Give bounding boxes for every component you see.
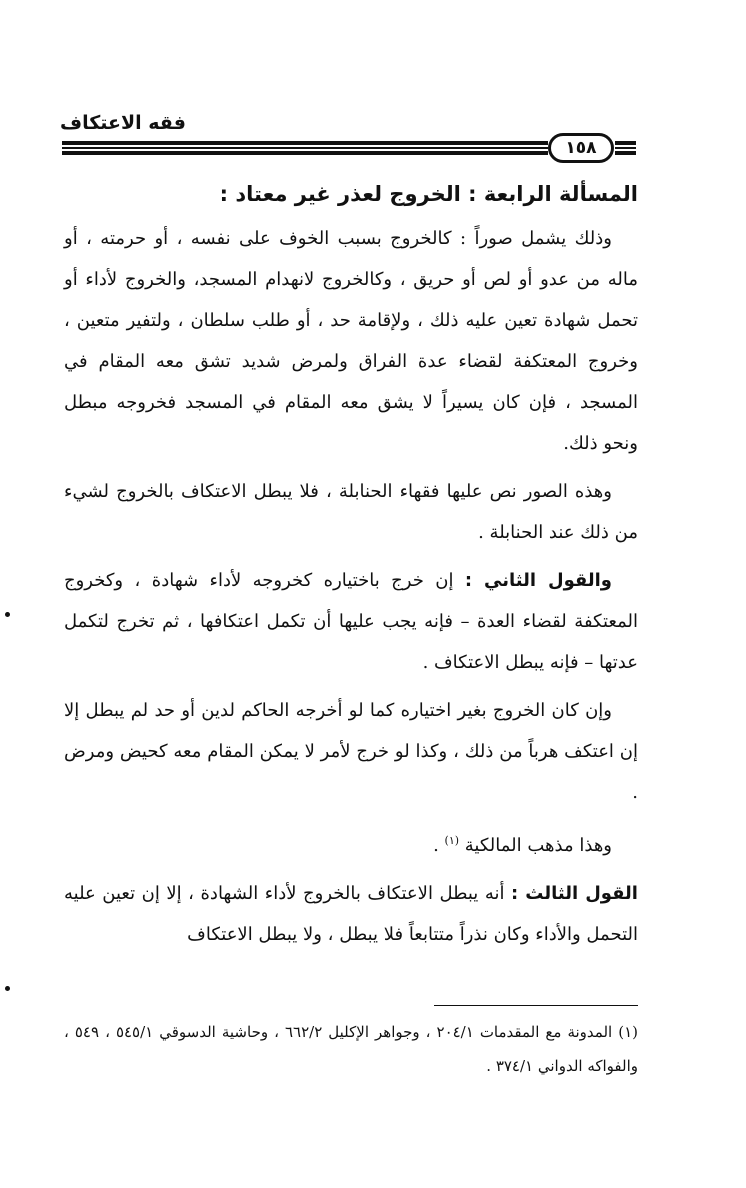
paragraph: [64, 218, 638, 464]
header-rule-right: [615, 141, 636, 155]
paragraph-lead: والقول الثاني :: [464, 570, 612, 591]
page-number: ١٥٨: [548, 133, 614, 163]
paragraph-text-after: .: [433, 835, 439, 856]
section-heading: المسألة الرابعة : الخروج لعذر غير معتاد :: [219, 182, 638, 206]
footnote-separator: [434, 1005, 638, 1006]
body-text: [64, 176, 638, 962]
paragraph: [64, 690, 638, 813]
paragraph-text: إن خرج باختياره كخروجه لأداء شهادة ، وكخروج المعتكفة لقضاء العدة – فإنه يجب عليها أن تكمل اعتكافها ، ثم تخرج لتكمل عدتها – فإنه يبطل الاعتكاف .: [64, 570, 638, 673]
header-rule: [62, 141, 548, 155]
paragraph-text: وإن كان الخروج بغير اختياره كما لو أخرجه الحاكم لدين أو حد لم يبطل إلا إن اعتكف هرباً من ذلك ، وكذا لو خرج لأمر لا يمكن المقام معه كحيض ومرض .: [64, 700, 638, 803]
running-title: فقه الاعتكاف: [60, 112, 186, 134]
footnote: (١) المدونة مع المقدمات ٢٠٤/١ ، وجواهر الإكليل ٦٦٢/٢ ، وحاشية الدسوقي ٥٤٥/١ ، ٥٤٩ ، والفواكه الدواني ٣٧٤/١ .: [64, 1023, 639, 1075]
paragraph-text: وهذا مذهب المالكية: [464, 835, 612, 856]
footnote-ref[interactable]: (١): [444, 834, 460, 847]
paragraph-text: أنه يبطل الاعتكاف بالخروج لأداء الشهادة ، إلا إن تعين عليه التحمل والأداء وكان نذراً متتابعاً فلا يبطل ، ولا يبطل الاعتكاف: [64, 883, 638, 945]
scan-mark: [5, 612, 10, 617]
paragraph: [64, 471, 638, 553]
paragraph-lead: القول الثالث :: [511, 883, 638, 904]
paragraph: [64, 820, 638, 866]
paragraph-text: وهذه الصور نص عليها فقهاء الحنابلة ، فلا يبطل الاعتكاف بالخروج لشيء من ذلك عند الحنابلة .: [64, 481, 638, 543]
paragraph: [64, 873, 638, 955]
footnotes: [64, 1015, 638, 1083]
paragraph-text: وذلك يشمل صوراً : كالخروج بسبب الخوف على نفسه ، أو حرمته ، أو ماله من عدو أو لص أو حريق ، وكالخروج لانهدام المسجد، والخروج لأداء أو تحمل شهادة تعين عليه ذلك ، ولإقامة حد ، أو طلب سلطان ، ولتفير متعين ، وخروج المعتكفة لقضاء عدة الفراق ولمرض شديد تشق معه المقام في المسجد ، فإن كان يسيراً لا يشق معه المقام في المسجد فخروجه مبطل ونحو ذلك.: [64, 228, 638, 454]
scan-mark: [5, 986, 10, 991]
paragraph: [64, 560, 638, 683]
